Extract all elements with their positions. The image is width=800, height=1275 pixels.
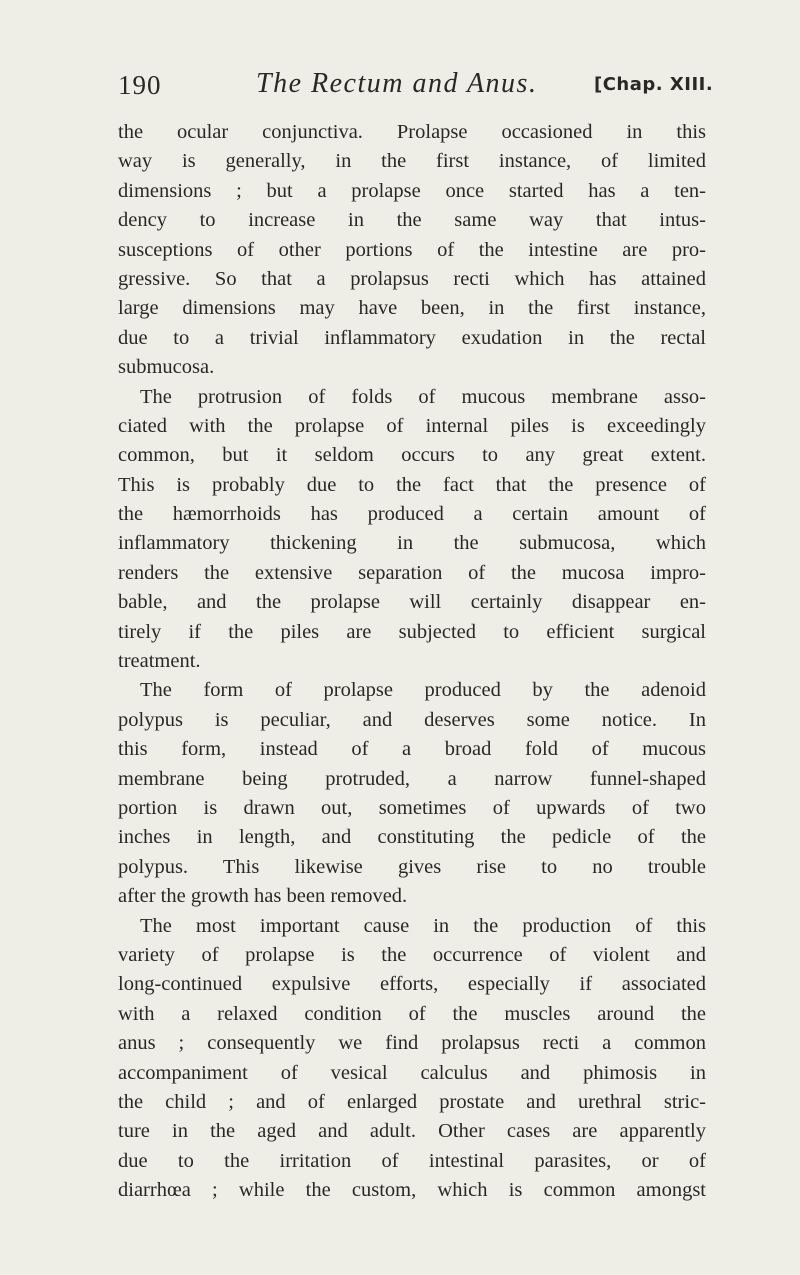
- text-line: diarrhœa ; while the custom, which is common amongst: [118, 1179, 706, 1202]
- text-line: polypus. This likewise gives rise to no trouble: [118, 855, 706, 878]
- text-line: inches in length, and constituting the pedicle of the: [118, 826, 706, 849]
- paragraph-start: The most important cause in the production of this: [140, 914, 706, 937]
- text-line: large dimensions may have been, in the first instance,: [118, 297, 706, 320]
- page-number: 190: [118, 70, 162, 100]
- text-line: the child ; and of enlarged prostate and urethral stric-: [118, 1090, 706, 1113]
- text-line: This is probably due to the fact that the presence of: [118, 473, 706, 496]
- text-line: bable, and the prolapse will certainly disappear en-: [118, 591, 706, 614]
- chapter-reference: [Chap. XIII.: [594, 74, 714, 95]
- text-line: submucosa.: [118, 356, 215, 379]
- running-title: The Rectum and Anus.: [256, 68, 538, 99]
- text-line: gressive. So that a prolapsus recti which has attained: [118, 267, 706, 290]
- text-line: anus ; consequently we find prolapsus recti a common: [118, 1032, 706, 1055]
- text-line: susceptions of other portions of the intestine are pro-: [118, 238, 706, 261]
- text-line: long-continued expulsive efforts, especially if associated: [118, 973, 706, 996]
- text-line: accompaniment of vesical calculus and phimosis in: [118, 1061, 706, 1084]
- text-line: way is generally, in the first instance, of limited: [118, 150, 706, 173]
- text-line: ture in the aged and adult. Other cases are apparently: [118, 1120, 706, 1143]
- text-line: dency to increase in the same way that intus-: [118, 209, 706, 232]
- text-line: dimensions ; but a prolapse once started has a ten-: [118, 179, 706, 202]
- text-line: treatment.: [118, 650, 201, 673]
- running-header: [118, 66, 718, 106]
- text-line: after the growth has been removed.: [118, 885, 408, 908]
- body-text: [118, 118, 706, 1205]
- text-line: portion is drawn out, sometimes of upwards of two: [118, 796, 706, 819]
- text-line: due to the irritation of intestinal parasites, or of: [118, 1149, 706, 1172]
- text-line: ciated with the prolapse of internal piles is exceedingly: [118, 414, 706, 437]
- text-line: polypus is peculiar, and deserves some notice. In: [118, 708, 706, 731]
- text-line: the hæmorrhoids has produced a certain amount of: [118, 503, 706, 526]
- text-line: inflammatory thickening in the submucosa, which: [118, 532, 706, 555]
- text-line: this form, instead of a broad fold of mucous: [118, 738, 706, 761]
- text-line: renders the extensive separation of the mucosa impro-: [118, 561, 706, 584]
- paragraph-start: The form of prolapse produced by the adenoid: [140, 679, 706, 702]
- text-line: due to a trivial inflammatory exudation in the rectal: [118, 326, 706, 349]
- paragraph-start: The protrusion of folds of mucous membrane asso-: [140, 385, 706, 408]
- text-line: common, but it seldom occurs to any great extent.: [118, 444, 706, 467]
- text-line: the ocular conjunctiva. Prolapse occasioned in this: [118, 121, 706, 143]
- text-line: with a relaxed condition of the muscles around the: [118, 1002, 706, 1025]
- text-line: variety of prolapse is the occurrence of violent and: [118, 943, 706, 966]
- text-line: membrane being protruded, a narrow funnel-shaped: [118, 767, 706, 790]
- text-line: tirely if the piles are subjected to efficient surgical: [118, 620, 706, 643]
